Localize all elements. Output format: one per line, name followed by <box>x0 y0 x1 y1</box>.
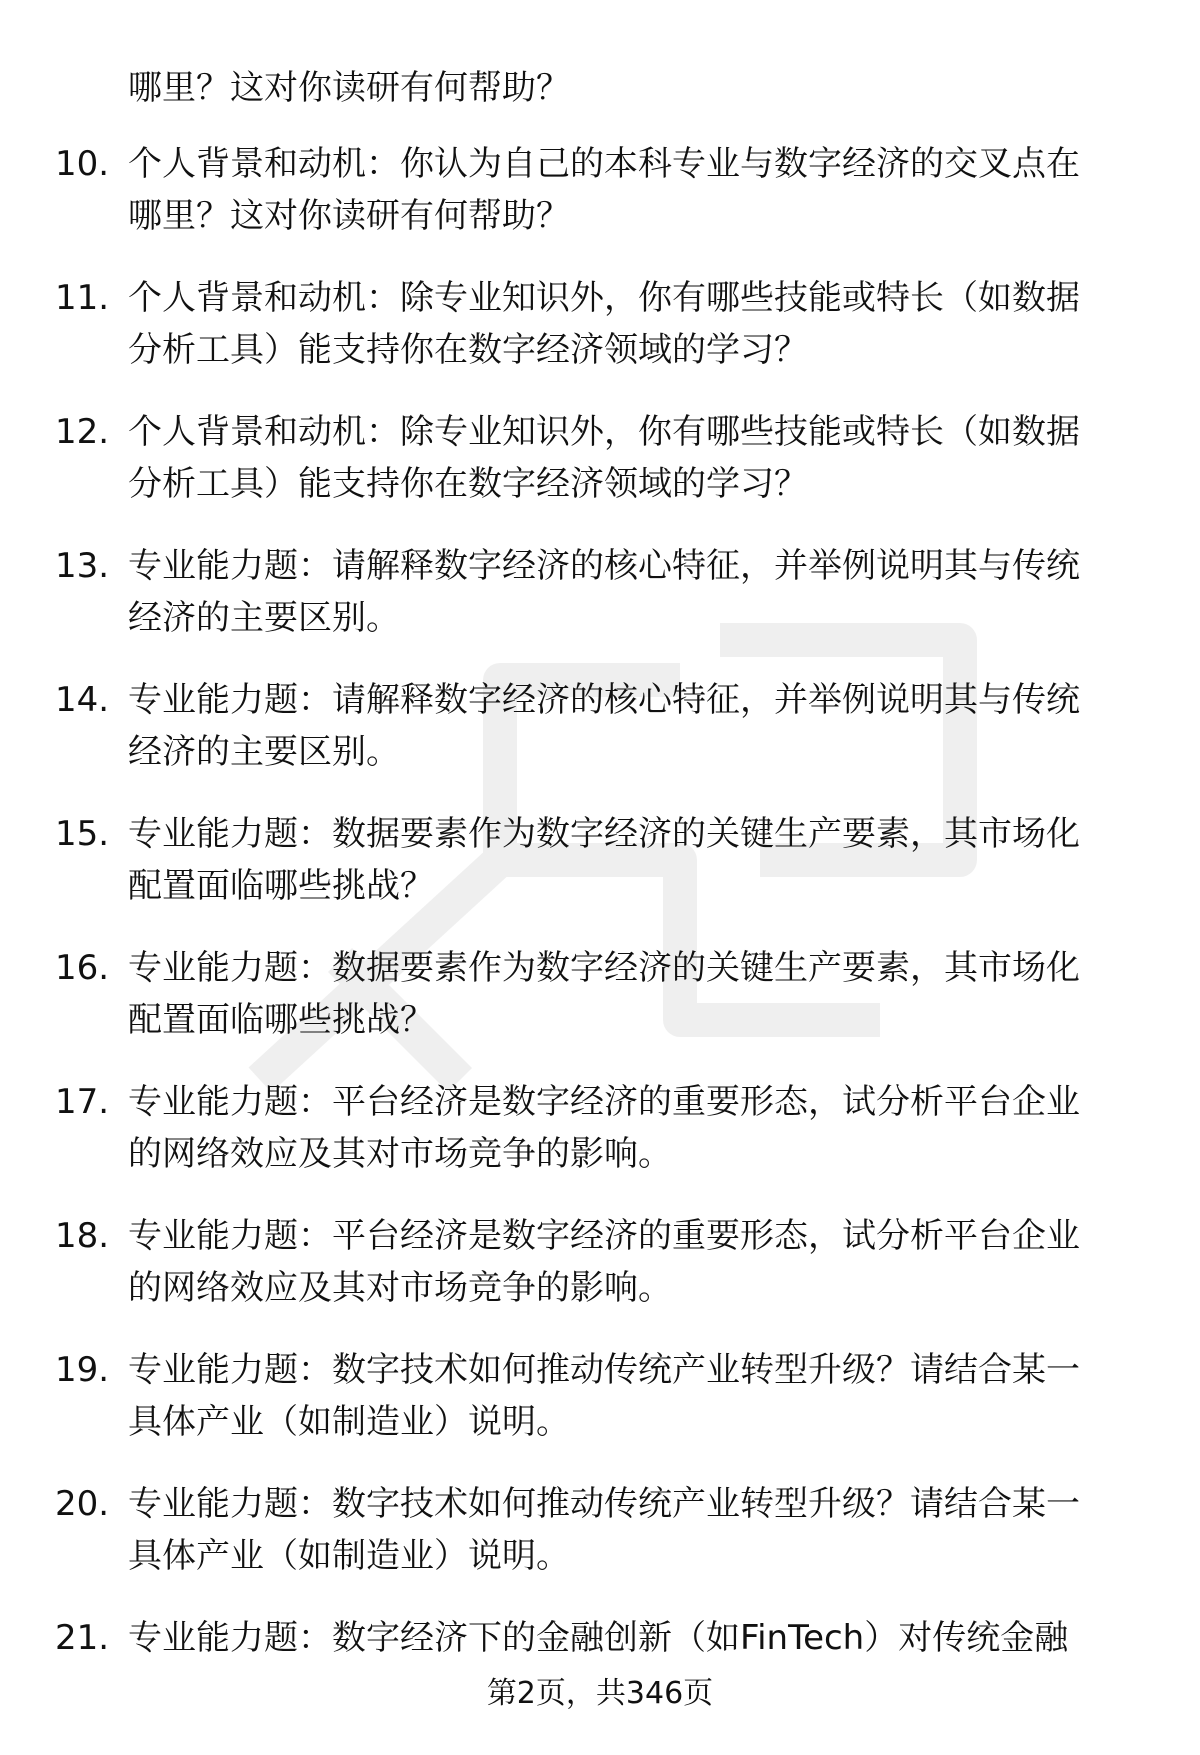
page-footer: 第2页，共346页 <box>486 1676 714 1711</box>
list-item <box>0 138 1200 272</box>
question-number: 13. <box>55 546 110 586</box>
list-item <box>0 1478 1200 1612</box>
question-text: 专业能力题：数字经济下的金融创新（如FinTech）对传统金融 <box>128 1618 1069 1658</box>
question-number: 15. <box>55 814 110 854</box>
list-item <box>0 540 1200 674</box>
question-number: 16. <box>55 948 110 988</box>
question-text: 专业能力题：数字技术如何推动传统产业转型升级？请结合某一 具体产业（如制造业）说明。 <box>128 1350 1080 1442</box>
question-text: 专业能力题：请解释数字经济的核心特征，并举例说明其与传统 经济的主要区别。 <box>128 546 1080 638</box>
question-number: 20. <box>55 1484 110 1524</box>
question-text: 专业能力题：数据要素作为数字经济的关键生产要素，其市场化 配置面临哪些挑战？ <box>128 948 1080 1040</box>
list-item <box>0 1076 1200 1210</box>
question-text: 专业能力题：请解释数字经济的核心特征，并举例说明其与传统 经济的主要区别。 <box>128 680 1080 772</box>
question-text: 专业能力题：平台经济是数字经济的重要形态，试分析平台企业 的网络效应及其对市场竞争的影响。 <box>128 1082 1080 1174</box>
list-item <box>0 942 1200 1076</box>
question-number: 10. <box>55 144 110 184</box>
question-text: 个人背景和动机：除专业知识外，你有哪些技能或特长（如数据 分析工具）能支持你在数字经济领域的学习？ <box>128 412 1080 504</box>
question-number: 12. <box>55 412 110 452</box>
question-list <box>0 138 1200 1746</box>
question-number: 17. <box>55 1082 110 1122</box>
question-number: 18. <box>55 1216 110 1256</box>
question-text: 个人背景和动机：除专业知识外，你有哪些技能或特长（如数据 分析工具）能支持你在数字经济领域的学习？ <box>128 278 1080 370</box>
question-text: 专业能力题：平台经济是数字经济的重要形态，试分析平台企业 的网络效应及其对市场竞争的影响。 <box>128 1216 1080 1308</box>
list-item <box>0 808 1200 942</box>
question-number: 21. <box>55 1618 110 1658</box>
question-number: 14. <box>55 680 110 720</box>
question-text: 个人背景和动机：你认为自己的本科专业与数字经济的交叉点在 哪里？这对你读研有何帮助？ <box>128 144 1080 236</box>
list-item <box>0 406 1200 540</box>
list-item <box>0 272 1200 406</box>
question-number: 11. <box>55 278 110 318</box>
question-text: 专业能力题：数字技术如何推动传统产业转型升级？请结合某一 具体产业（如制造业）说明。 <box>128 1484 1080 1576</box>
question-number: 19. <box>55 1350 110 1390</box>
list-item <box>0 1210 1200 1344</box>
continuation-line: 哪里？这对你读研有何帮助？ <box>128 68 570 108</box>
list-item <box>0 674 1200 808</box>
question-text: 专业能力题：数据要素作为数字经济的关键生产要素，其市场化 配置面临哪些挑战？ <box>128 814 1080 906</box>
list-item <box>0 1344 1200 1478</box>
